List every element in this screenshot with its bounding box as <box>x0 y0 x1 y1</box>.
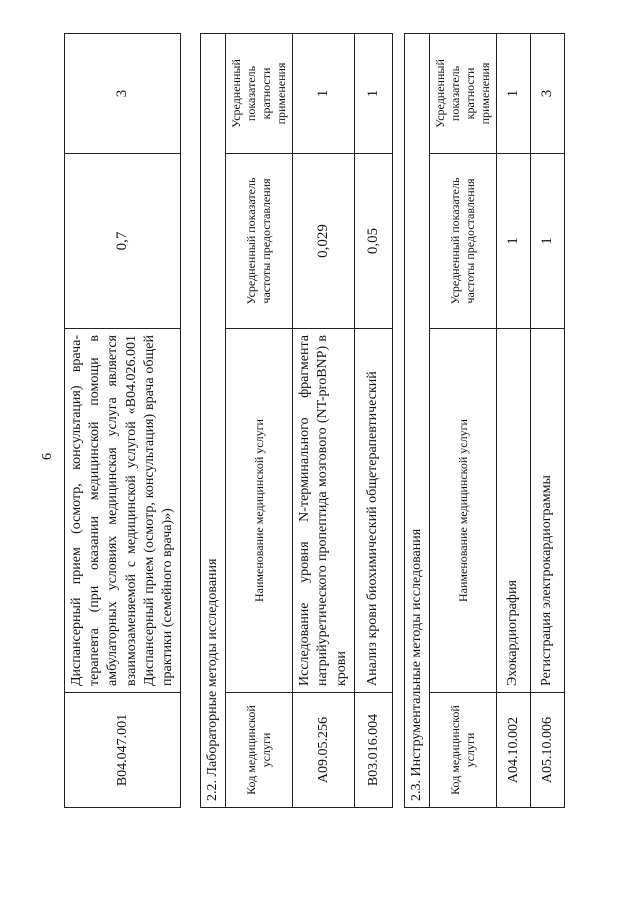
page-number: 6 <box>40 453 55 460</box>
table-lab-methods <box>200 33 393 808</box>
service-code: B03.016.004 <box>355 693 393 808</box>
service-name: Диспансерный прием (осмотр, консультация) врача-терапевта (при оказании медицинской помощи в амбулаторных условиях медицинская услуга является взаимозаменяемой с медицинской услугой «B04.026.001 Диспансерный прием (осмотр, консультация) врача общей практики (семейного врача)») <box>65 329 181 693</box>
service-name: Исследование уровня N-терминального фрагмента натрийуретического пропептида мозгового (NT-proBNP) в крови <box>293 329 355 693</box>
service-code: A05.10.006 <box>531 693 565 808</box>
section-title: 2.2. Лабораторные методы исследования <box>201 33 226 807</box>
service-name: Анализ крови биохимический общетерапевтический <box>355 329 393 693</box>
header-frequency: Усредненный показатель частоты предоставления <box>226 154 293 329</box>
frequency-value: 1 <box>531 154 565 329</box>
header-multiplicity: Усредненный показатель кратности применения <box>226 33 293 153</box>
multiplicity-value: 1 <box>497 33 531 153</box>
frequency-value: 0,7 <box>65 154 181 329</box>
multiplicity-value: 3 <box>531 33 565 153</box>
service-name: Регистрация электрокардиограммы <box>531 329 565 693</box>
header-row <box>430 33 497 807</box>
header-frequency: Усредненный показатель частоты предоставления <box>430 154 497 329</box>
multiplicity-value: 3 <box>65 34 181 154</box>
table-dispensary <box>64 33 181 808</box>
multiplicity-value: 1 <box>355 33 393 153</box>
section-title: 2.3. Инструментальные методы исследования <box>405 33 430 807</box>
frequency-value: 0,029 <box>293 154 355 329</box>
table-row <box>497 33 531 807</box>
table-row <box>65 34 181 808</box>
frequency-value: 0,05 <box>355 154 393 329</box>
header-code: Код медицинской услуги <box>226 693 293 808</box>
table-row <box>531 33 565 807</box>
header-multiplicity: Усредненный показатель кратности применения <box>430 33 497 153</box>
service-name: Эхокардиография <box>497 329 531 693</box>
service-code: A09.05.256 <box>293 693 355 808</box>
header-row <box>226 33 293 807</box>
multiplicity-value: 1 <box>293 33 355 153</box>
header-code: Код медицинской услуги <box>430 693 497 808</box>
service-code: B04.047.001 <box>65 693 181 808</box>
table-row <box>293 33 355 807</box>
table-row <box>355 33 393 807</box>
table-instrumental-methods <box>404 33 565 808</box>
header-name: Наименование медицинской услуги <box>430 329 497 693</box>
header-name: Наименование медицинской услуги <box>226 329 293 693</box>
service-code: A04.10.002 <box>497 693 531 808</box>
frequency-value: 1 <box>497 154 531 329</box>
